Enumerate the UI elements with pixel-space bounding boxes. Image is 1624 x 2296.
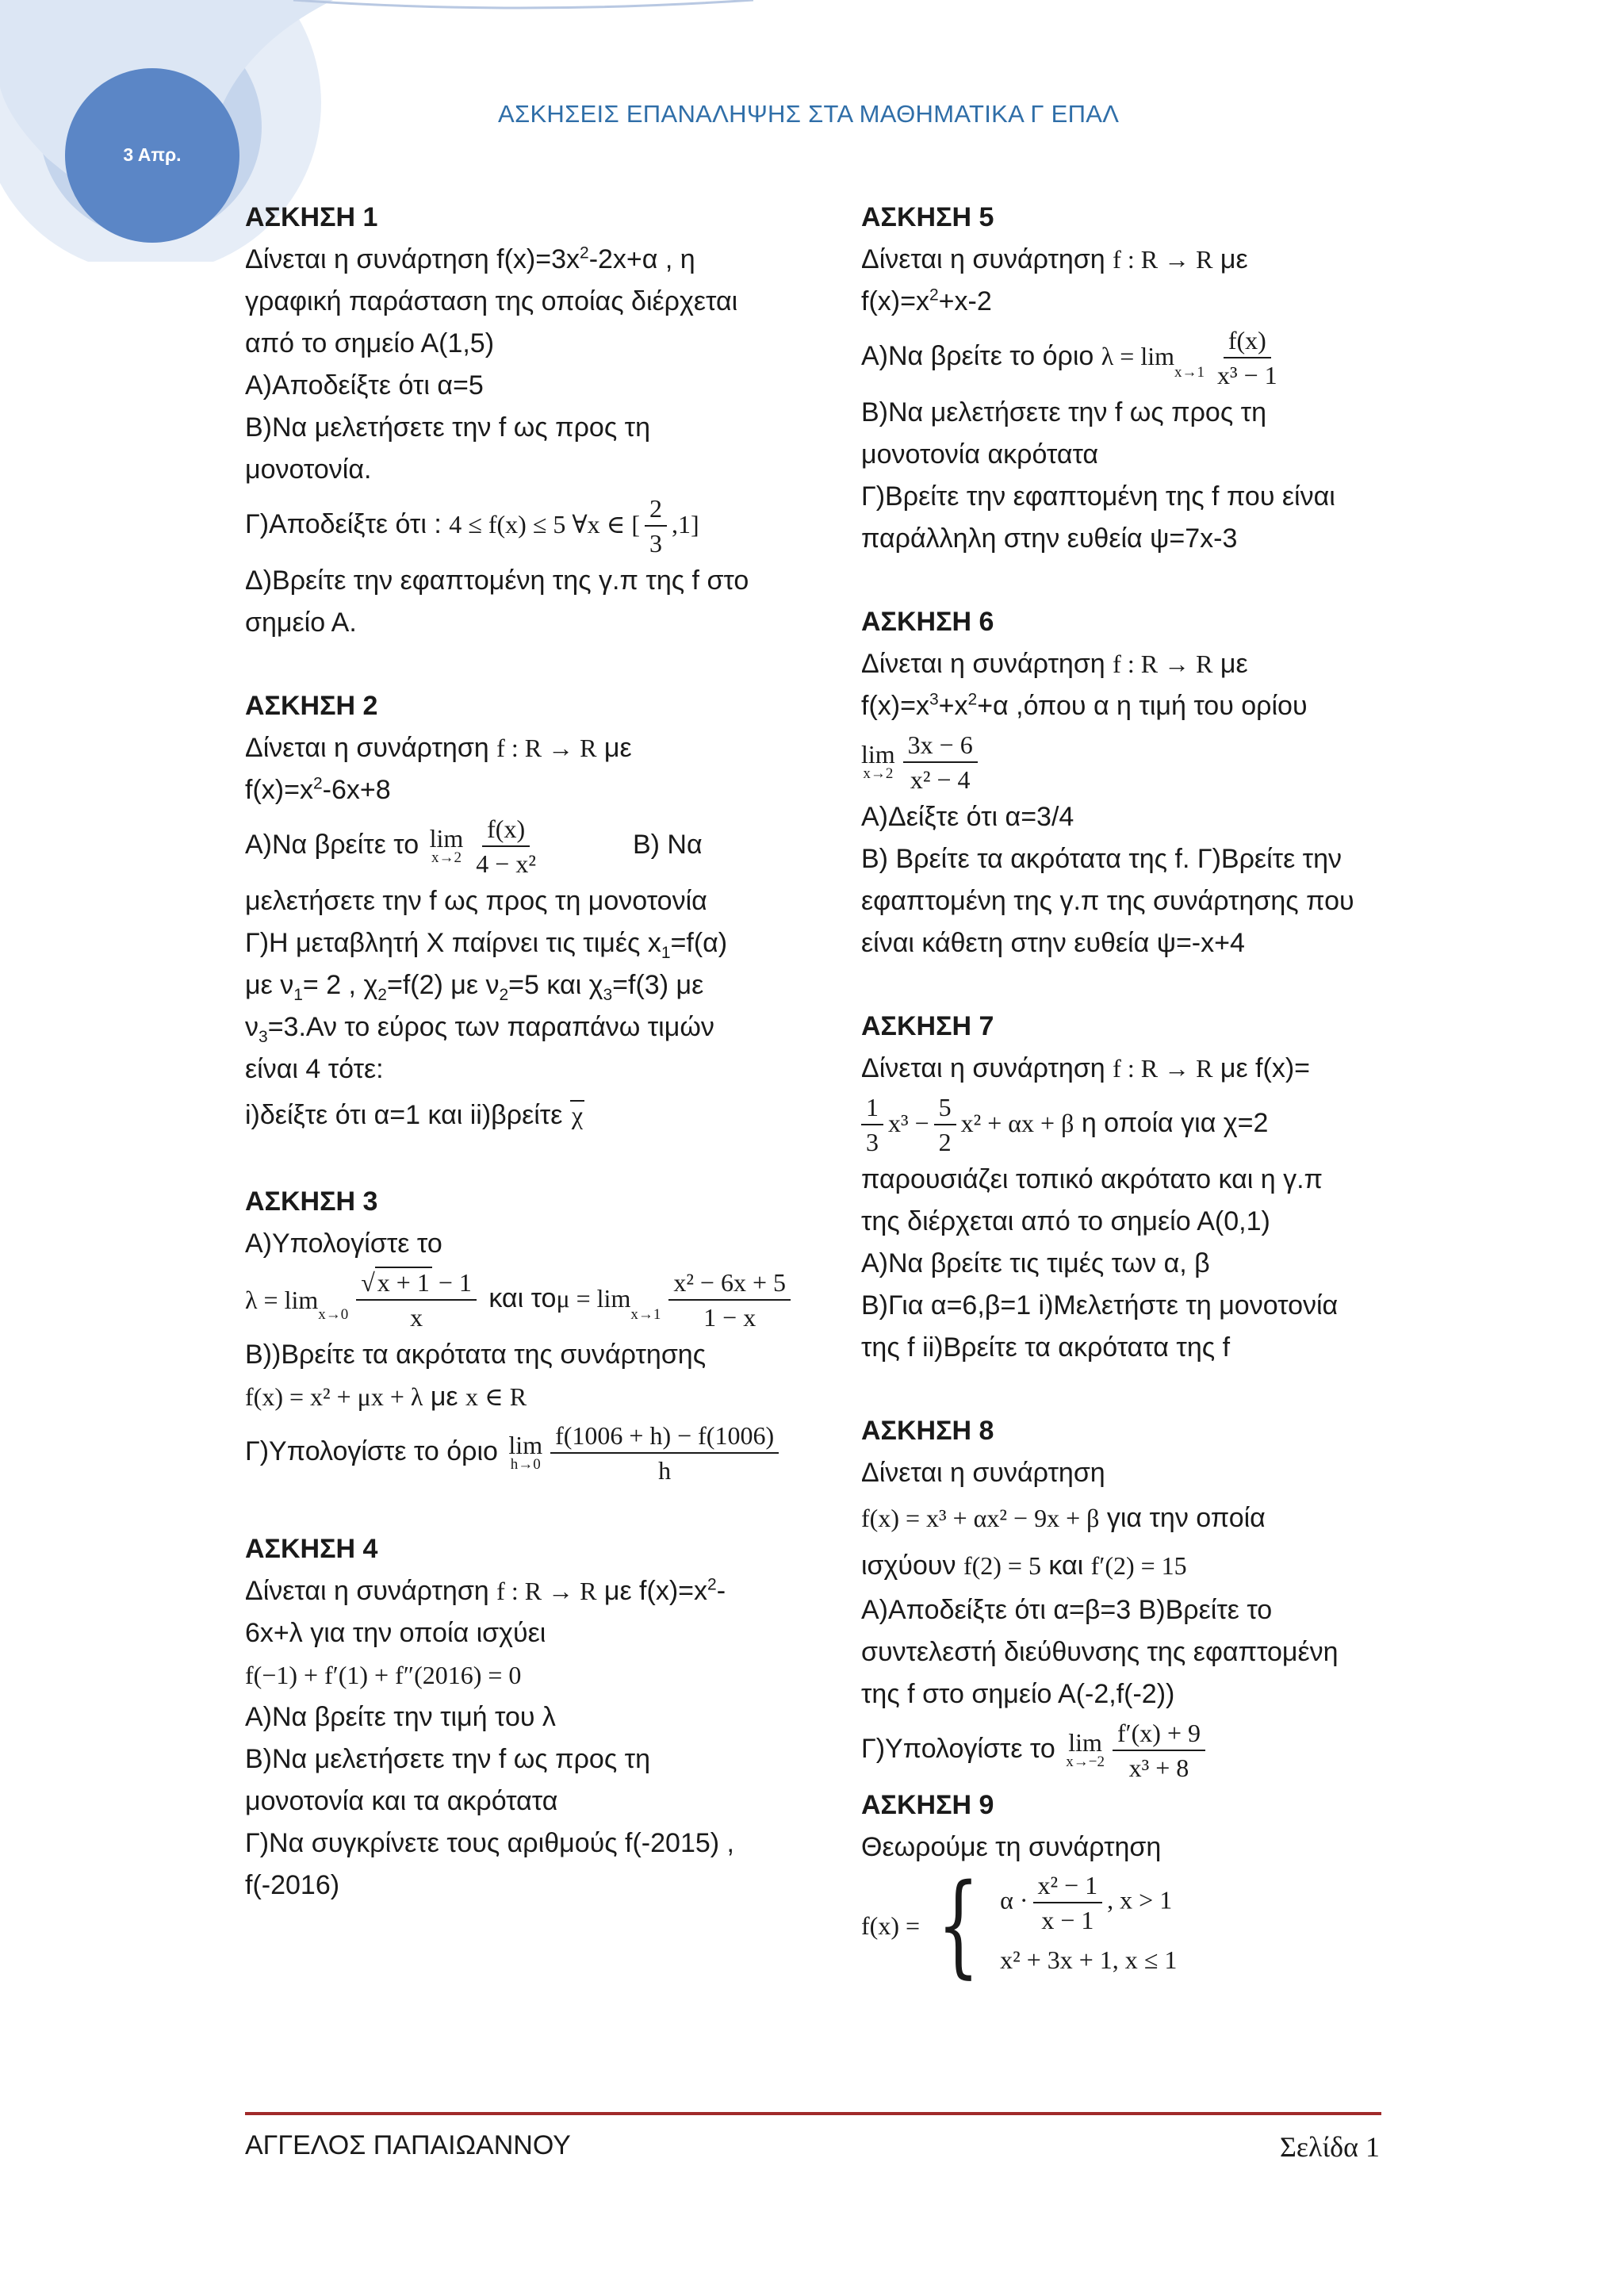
exercise-8 (861, 1410, 1408, 1784)
piecewise-formula: f(x) = { α · $\frac{\text{x² − 1}}{x - 1}$ , x > 1 x² + 3x + 1, x ≤ 1 (861, 1861, 1178, 1991)
text-line: της διέρχεται από το σημείο Α(0,1) (861, 1206, 1270, 1237)
exercise-title: ΑΣΚΗΣΗ 5 (861, 202, 994, 232)
exercise-3 (245, 1181, 832, 1487)
exercise-4 (245, 1528, 832, 1907)
text-line: $f(x)=x^2-6x+8$ (245, 774, 391, 806)
text-line: Δίνεται η συνάρτηση f : R → R με (861, 244, 1248, 274)
text-line: Δ)Βρείτε την εφαπτομένη της γ.π της f στο (245, 565, 749, 596)
exercise-title: ΑΣΚΗΣΗ 6 (861, 607, 994, 638)
header-title: ΑΣΚΗΣΕΙΣ ΕΠΑΝΑΛΗΨΗΣ ΣΤΑ ΜΑΘΗΜΑΤΙΚΑ Γ ΕΠΑΛ (498, 100, 1120, 128)
right-column (861, 197, 1408, 1991)
text-line: Β))Βρείτε τα ακρότατα της συνάρτησης (245, 1340, 707, 1370)
text-line: Δίνεται η συνάρτηση f : R → R με (245, 733, 632, 764)
exercise-title: ΑΣΚΗΣΗ 2 (245, 691, 378, 722)
text-line: Α)Υπολογίστε το (245, 1228, 442, 1259)
text-line: μονοτονία. (245, 454, 372, 485)
exercise-5 (861, 197, 1408, 560)
date-badge: 3 Απρ. (123, 144, 182, 165)
text-line: της f στο σημείο Α(-2,f(-2)) (861, 1679, 1175, 1710)
text-line: συντελεστή διεύθυνσης της εφαπτομένη (861, 1637, 1339, 1668)
text-line: Β) Βρείτε τα ακρότατα της f. Γ)Βρείτε την (861, 844, 1342, 875)
text-line: $f(x)=x^3+x^2+\alpha$ ,όπου α η τιμή του ορίου (861, 690, 1308, 722)
formula-line: Γ)Υπολογίστε το lim x→−2 $\frac{f'(x) + 9}{\text{x³ + 8}}$ (861, 1715, 1408, 1784)
text-line: Α)Αποδείξτε ότι α=β=3 Β)Βρείτε το (861, 1595, 1273, 1626)
text-line: γραφική παράσταση της οποίας διέρχεται (245, 286, 738, 316)
exercise-7 (861, 1006, 1408, 1369)
exercise-title: ΑΣΚΗΣΗ 4 (245, 1534, 378, 1565)
formula-line: lim x→2 $\frac{3x - 6}{\text{x² − 4}}$ (861, 727, 1408, 796)
text-line: μονοτονία και τα ακρότατα (245, 1786, 558, 1817)
formula-line: Α)Να βρείτε το lim x→2 $\frac{f(x)}{\text{4 − x²}}$ Β) Να (245, 811, 832, 880)
formula-line: Γ)Υπολογίστε το όριο lim h→0 $\frac{f(1006 + h) - f(1006)}{h}$ (245, 1418, 832, 1487)
exercise-title: ΑΣΚΗΣΗ 3 (245, 1186, 378, 1217)
text-line: Α)Δείξτε ότι α=3/4 (861, 802, 1074, 833)
text-line: Β)Για α=6,β=1 i)Μελετήστε τη μονοτονία (861, 1290, 1339, 1321)
text-line: είναι κάθετη στην ευθεία ψ=-x+4 (861, 928, 1245, 959)
exercise-title: ΑΣΚΗΣΗ 8 (861, 1416, 994, 1447)
text-line: Γ)Βρείτε την εφαπτομένη της f που είναι (861, 481, 1335, 512)
formula-line: Γ)Αποδείξτε ότι : 4 ≤ f(x) ≤ 5 ∀x ∈ [ $\frac{2}{3}$ ,1] (245, 491, 832, 560)
formula-line: f(x) = x³ + αx² − 9x + β για την οποία (861, 1503, 1266, 1534)
text-line: σημείο Α. (245, 608, 357, 638)
text-line: Α)Να βρείτε τις τιμές των α, β (861, 1248, 1210, 1279)
exercise-6 (861, 601, 1408, 964)
text-line: Β)Να μελετήσετε την f ως προς τη (245, 1744, 651, 1775)
text-line: Α)Να βρείτε την τιμή του λ (245, 1702, 556, 1733)
text-line: 6x+λ για την οποία ισχύει (245, 1618, 546, 1649)
text-line: με $\nu_1= 2$ , $\chi_2=f(2)$ με $\nu_2=5$ και $\chi_3=f(3)$ με (245, 970, 704, 1004)
exercise-9 (861, 1784, 1408, 1991)
text-line: Δίνεται η συνάρτηση $f(x)=3x^2-2x+\alpha$ , η (245, 243, 695, 274)
text-line: Θεωρούμε τη συνάρτηση (861, 1832, 1162, 1863)
exercise-2 (245, 685, 832, 1140)
text-line: παράλληλη στην ευθεία ψ=7x-3 (861, 523, 1238, 554)
footer-rule (245, 2112, 1381, 2115)
text-line: Δίνεται η συνάρτηση f : R → R με f(x)= (861, 1053, 1310, 1084)
formula-line: λ = lim x→0 $\frac{√x + 1 - 1}{x}$ και τομ = lim x→1 $\frac{\text{x² − 6x + 5}}{1 - x}$ (245, 1265, 832, 1334)
exercise-title: ΑΣΚΗΣΗ 9 (861, 1790, 994, 1821)
text-line: Δίνεται η συνάρτηση f : R → R με $f(x)=x^2-$ (245, 1575, 726, 1607)
text-line: i)δείξτε ότι α=1 και ii)βρείτε χ (245, 1100, 584, 1131)
text-line: μονοτονία ακρότατα (861, 439, 1099, 470)
text-line: από το σημείο Α(1,5) (245, 328, 495, 358)
text-line: $f(x)=x^2+x-2$ (861, 286, 992, 316)
left-column (245, 197, 832, 1907)
text-line: Δίνεται η συνάρτηση f : R → R με (861, 649, 1248, 680)
exercise-1 (245, 197, 832, 644)
formula-line: f(x) = x² + μx + λ με x ∈ R (245, 1382, 527, 1412)
formula-line: Α)Να βρείτε το όριο λ = lim x→1 $\frac{f(x)}{\text{x³ − 1}}$ (861, 323, 1408, 392)
formula-line: $\frac{1}{3}$ x³ − $\frac{5}{2}$ x² + αx + β η οποία για χ=2 (861, 1090, 1408, 1159)
page-number: Σελίδα 1 (1279, 2131, 1380, 2163)
text-line: της f ii)Βρείτε τα ακρότατα της f (861, 1332, 1231, 1363)
text-line: Α)Αποδείξτε ότι α=5 (245, 370, 484, 401)
formula-line: ισχύουν f(2) = 5 και f′(2) = 15 (861, 1550, 1187, 1581)
text-line: Β)Να μελετήσετε την f ως προς τη (245, 412, 651, 443)
text-line: Γ)Η μεταβλητή Χ παίρνει τις τιμές $x_1=f(\alpha)$ (245, 928, 728, 962)
text-line: Γ)Να συγκρίνετε τους αριθμούς f(-2015) , (245, 1828, 734, 1859)
formula-line: f(−1) + f′(1) + f″(2016) = 0 (245, 1661, 522, 1690)
text-line: f(-2016) (245, 1870, 340, 1901)
text-line: είναι 4 τότε: (245, 1054, 384, 1085)
exercise-title: ΑΣΚΗΣΗ 7 (861, 1011, 994, 1042)
text-line: Δίνεται η συνάρτηση (861, 1458, 1105, 1489)
footer-author: ΑΓΓΕΛΟΣ ΠΑΠΑΙΩΑΝΝΟΥ (245, 2130, 571, 2160)
text-line: εφαπτομένη της γ.π της συνάρτησης που (861, 886, 1354, 917)
text-line: μελετήσετε την f ως προς τη μονοτονία (245, 886, 707, 917)
text-line: Β)Να μελετήσετε την f ως προς τη (861, 397, 1267, 428)
exercise-title: ΑΣΚΗΣΗ 1 (245, 202, 378, 232)
text-line: παρουσιάζει τοπικό ακρότατο και η γ.π (861, 1164, 1323, 1195)
text-line: $\nu_3=3.A\nu$ το εύρος των παραπάνω τιμών (245, 1012, 714, 1046)
